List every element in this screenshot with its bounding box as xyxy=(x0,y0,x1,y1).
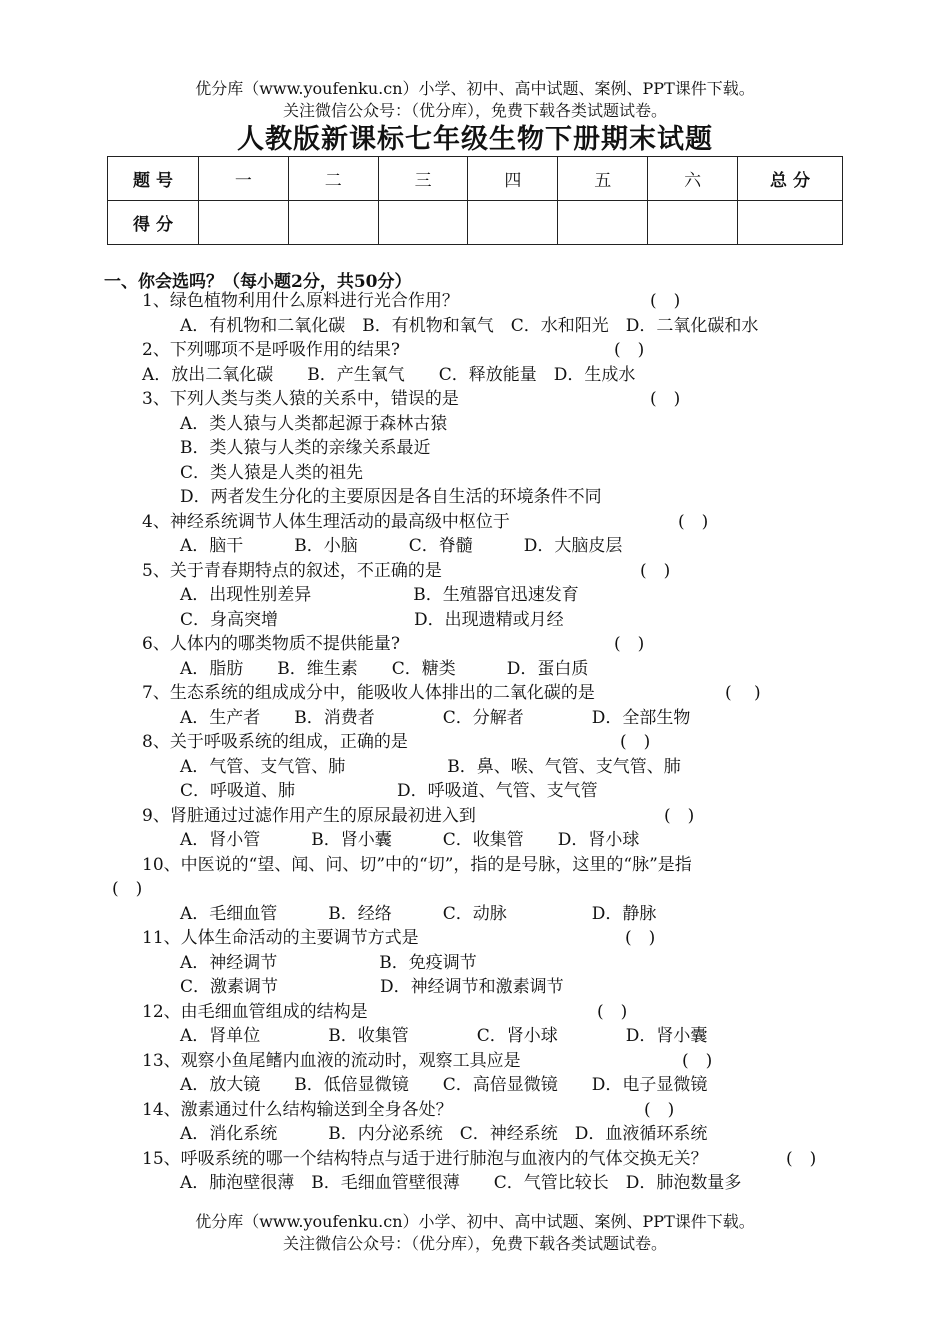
options-8b: C．呼吸道、肺 D．呼吸道、气管、支气管 xyxy=(180,781,598,801)
page-title: 人教版新课标七年级生物下册期末试题 xyxy=(237,124,713,155)
options-8a: A．气管、支气管、肺 B．鼻、喉、气管、支气管、肺 xyxy=(180,757,681,777)
question-7: 7、生态系统的组成成分中，能吸收人体排出的二氧化碳的是 xyxy=(142,683,595,703)
options-15: A．肺泡壁很薄 B．毛细血管壁很薄 C．气管比较长 D．肺泡数量多 xyxy=(180,1173,742,1193)
header-cell: 六 xyxy=(648,157,738,201)
question-12: 12、由毛细血管组成的结构是 xyxy=(142,1002,368,1022)
question-2: 2、下列哪项不是呼吸作用的结果? xyxy=(142,340,400,360)
score-input-cell[interactable] xyxy=(288,201,378,245)
answer-paren: ( ) xyxy=(725,683,761,703)
answer-paren: ( ) xyxy=(614,634,645,654)
answer-paren: ( ) xyxy=(664,806,695,826)
question-11: 11、人体生命活动的主要调节方式是 xyxy=(142,928,419,948)
score-table-header-row xyxy=(108,157,843,201)
answer-paren: ( ) xyxy=(786,1149,817,1169)
footer-line-1: 优分库（www.youfenku.cn）小学、初中、高中试题、案例、PPT课件下载。 xyxy=(195,1212,755,1231)
question-9: 9、肾脏通过过滤作用产生的原尿最初进入到 xyxy=(142,806,476,826)
footer-line-2: 关注微信公众号：（优分库），免费下载各类试题试卷。 xyxy=(282,1234,667,1253)
answer-paren: ( ) xyxy=(625,928,656,948)
header-cell: 三 xyxy=(378,157,468,201)
answer-paren: ( ) xyxy=(597,1002,628,1022)
score-input-cell[interactable] xyxy=(648,201,738,245)
score-table xyxy=(107,156,843,245)
options-14: A．消化系统 B．内分泌系统 C．神经系统 D．血液循环系统 xyxy=(180,1124,708,1144)
score-label-cell: 得 分 xyxy=(108,201,199,245)
options-10: A．毛细血管 B．经络 C．动脉 D．静脉 xyxy=(180,904,657,924)
header-cell: 题 号 xyxy=(108,157,199,201)
question-6: 6、人体内的哪类物质不提供能量? xyxy=(142,634,400,654)
question-3: 3、下列人类与类人猿的关系中，错误的是 xyxy=(142,389,459,409)
header-cell: 二 xyxy=(288,157,378,201)
options-11a: A．神经调节 B．免疫调节 xyxy=(180,953,477,973)
answer-paren: ( ) xyxy=(650,291,681,311)
answer-paren: ( ) xyxy=(620,732,651,752)
answer-paren: ( ) xyxy=(640,561,671,581)
question-10: 10、中医说的“望、闻、问、切”中的“切”，指的是号脉，这里的“脉”是指 xyxy=(142,855,692,875)
score-input-cell[interactable] xyxy=(378,201,468,245)
option-3c: C．类人猿是人类的祖先 xyxy=(180,463,364,483)
options-5a: A．出现性别差异 B．生殖器官迅速发育 xyxy=(180,585,579,605)
score-table-score-row xyxy=(108,201,843,245)
header-cell: 四 xyxy=(468,157,558,201)
options-4: A．脑干 B．小脑 C．脊髓 D．大脑皮层 xyxy=(180,536,623,556)
option-3d: D．两者发生分化的主要原因是各自生活的环境条件不同 xyxy=(180,487,602,507)
score-input-cell[interactable] xyxy=(468,201,558,245)
answer-paren: ( ) xyxy=(614,340,645,360)
options-6: A．脂肪 B．维生素 C．糖类 D．蛋白质 xyxy=(180,659,589,679)
answer-paren: ( ) xyxy=(682,1051,713,1071)
options-9: A．肾小管 B．肾小囊 C．收集管 D．肾小球 xyxy=(180,830,640,850)
score-input-cell[interactable] xyxy=(738,201,843,245)
question-8: 8、关于呼吸系统的组成，正确的是 xyxy=(142,732,408,752)
question-15: 15、呼吸系统的哪一个结构特点与适于进行肺泡与血液内的气体交换无关？ xyxy=(142,1149,708,1169)
options-7: A．生产者 B．消费者 C．分解者 D．全部生物 xyxy=(180,708,691,728)
question-1: 1、绿色植物利用什么原料进行光合作用？ xyxy=(142,291,459,311)
header-cell: 五 xyxy=(558,157,648,201)
question-13: 13、观察小鱼尾鳍内血液的流动时，观察工具应是 xyxy=(142,1051,521,1071)
section-heading: 一、你会选吗？（每小题2分，共50分） xyxy=(104,272,412,292)
options-1: A．有机物和二氧化碳 B．有机物和氧气 C．水和阳光 D．二氧化碳和水 xyxy=(180,316,759,336)
options-11b: C．激素调节 D．神经调节和激素调节 xyxy=(180,977,564,997)
header-cell: 一 xyxy=(199,157,289,201)
score-input-cell[interactable] xyxy=(558,201,648,245)
answer-paren: ( ) xyxy=(112,879,143,899)
answer-paren: ( ) xyxy=(678,512,709,532)
option-3b: B．类人猿与人类的亲缘关系最近 xyxy=(180,438,431,458)
question-5: 5、关于青春期特点的叙述，不正确的是 xyxy=(142,561,442,581)
options-5b: C．身高突增 D．出现遗精或月经 xyxy=(180,610,564,630)
header-line-1: 优分库（www.youfenku.cn）小学、初中、高中试题、案例、PPT课件下载。 xyxy=(195,79,755,98)
answer-paren: ( ) xyxy=(644,1100,675,1120)
score-input-cell[interactable] xyxy=(199,201,289,245)
options-12: A．肾单位 B．收集管 C．肾小球 D．肾小囊 xyxy=(180,1026,708,1046)
options-2: A．放出二氧化碳 B．产生氧气 C．释放能量 D．生成水 xyxy=(142,365,636,385)
options-13: A．放大镜 B．低倍显微镜 C．高倍显微镜 D．电子显微镜 xyxy=(180,1075,708,1095)
option-3a: A．类人猿与人类都起源于森林古猿 xyxy=(180,414,448,434)
header-cell: 总 分 xyxy=(738,157,843,201)
answer-paren: ( ) xyxy=(650,389,681,409)
question-4: 4、神经系统调节人体生理活动的最高级中枢位于 xyxy=(142,512,510,532)
question-14: 14、激素通过什么结构输送到全身各处？ xyxy=(142,1100,453,1120)
header-line-2: 关注微信公众号：（优分库），免费下载各类试题试卷。 xyxy=(282,101,667,120)
